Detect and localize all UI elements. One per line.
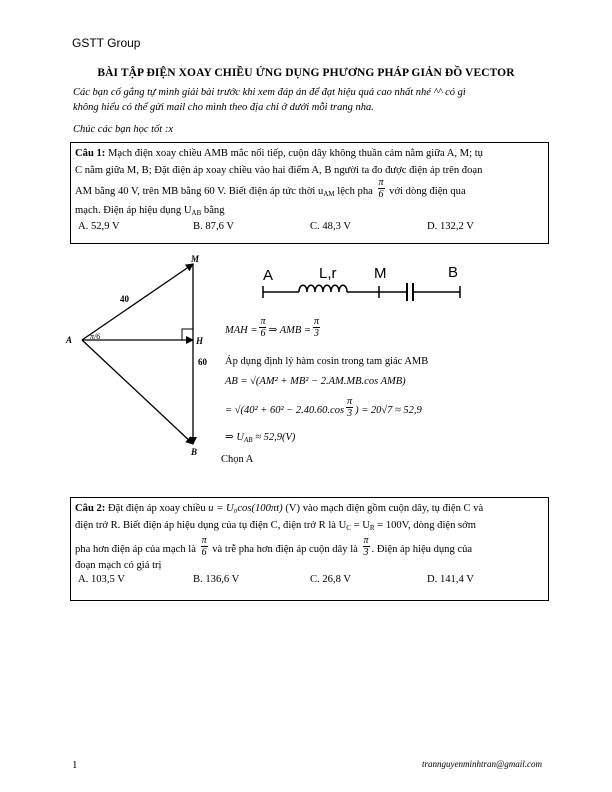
label-m: M [191,254,200,264]
q2-text-1a: Đặt điện áp xoay chiều [105,503,209,514]
q2-text-1b: (V) vào mạch điện gồm cuộn dây, tụ điện C và [282,503,484,514]
q2-frac1-num: π [201,535,207,547]
q1-sub-ab: AB [191,209,202,217]
q2-line-4: đoạn mạch có giá trị [75,560,162,572]
sol-eq1-frac2-num: π [314,316,320,327]
q2-text-3c: . Điện áp hiệu dụng của [371,544,473,555]
q1-text-1: Mạch điện xoay chiều AMB mắc nối tiếp, cuộn dây không thuần cảm nằm giữa A, M; tụ [105,148,483,159]
sol-eq1-frac1 [259,316,266,339]
intro-line-1: Các bạn cố gắng tự mình giải bài trước khi xem đáp án để đạt hiệu quả cao nhất nhé ^^ có gì [73,87,466,98]
q2-option-a: A. 103,5 V [78,574,125,586]
solution-eq-3 [225,396,422,419]
sol-eq1-frac2 [313,316,320,339]
q2-line-1 [75,500,544,517]
header-org: GSTT Group [72,36,141,50]
q2-options [75,571,544,586]
circuit-label-b: B [448,264,459,281]
q2-text-3b: và trễ pha hơn điện áp cuộn dây là [209,544,361,555]
q1-option-a: A. 52,9 V [78,221,120,232]
sol-eq1-mid: ⇒ AMB = [268,324,312,336]
sol-eq1-lhs: MAH = [225,324,258,336]
q1-line-3 [75,177,544,203]
sol-eq3-frac-num: π [347,396,353,407]
q2-sub-r: R [369,524,375,532]
circuit-label-a: A [263,267,274,284]
label-len-mb: 60 [198,357,207,367]
sol-eq1-frac2-den: 3 [314,328,320,339]
label-h: H [196,336,204,346]
sol-eq1-frac1-num: π [260,316,266,327]
solution-answer: Chọn A [221,454,254,465]
q1-text-3a: AM bằng 40 V, trên MB bằng 60 V. Biết điện áp tức thời u [75,186,324,197]
q2-frac2-num: π [363,535,369,547]
q1-sub-am: AM [323,190,335,198]
solution-eq-2: AB = √(AM² + MB² − 2.AM.MB.cos AMB) [225,376,406,387]
sol-eq4-sub: AB [244,436,253,444]
q2-text-3a: pha hơn điện áp của mạch là [75,544,199,555]
q1-fraction [378,177,385,200]
q2-line-2 [75,517,544,537]
q1-line-1 [75,145,544,162]
inductor-coil [299,285,347,292]
label-b: B [191,447,198,457]
circuit-label-m: M [374,265,387,282]
q2-formula: u = U₀cos(100πt) [208,503,283,514]
q1-frac-num: π [378,177,384,189]
q1-text-3b: lệch pha [334,186,376,197]
vector-am [82,264,193,340]
question-1-box [70,142,549,244]
solution-eq-4 [225,431,295,444]
q2-frac2-den: 3 [363,547,369,559]
sol-eq4-left: ⇒ U [225,432,245,443]
sol-eq1-frac1-den: 6 [260,328,266,339]
q2-option-d: D. 141,4 V [427,574,474,586]
solution-eq-1 [225,316,322,339]
q1-line-2: C nằm giữa M, B; Đặt điện áp xoay chiều vào hai điểm A, B người ta đo được điện áp trên đoạn [75,165,483,176]
sol-eq3-left: = √(40² + 60² − 2.40.60.cos [225,404,345,416]
q2-option-b: B. 136,6 V [193,574,240,586]
solution-cosine-rule: Áp dụng định lý hàm cosin trong tam giác AMB [225,356,429,367]
q2-text-2mid: = U [350,520,370,531]
sol-eq3-right: ) = 20√7 ≈ 52,9 [355,404,422,416]
label-a: A [66,335,73,345]
q1-frac-den: 6 [378,189,384,201]
q2-frac-1 [201,535,208,558]
intro-line-2: không hiểu có thể gửi mail cho mình theo địa chỉ ở dưới mỗi trang nha. [73,102,374,113]
q1-options [75,218,544,233]
vector-ab [82,340,193,444]
vector-diagram [60,252,220,464]
q2-frac-2 [363,535,370,558]
circuit-label-lr: L,r [319,265,337,282]
footer-page-number: 1 [72,759,78,771]
sol-eq3-frac-den: 3 [347,408,353,419]
q2-option-c: C. 26,8 V [310,574,352,586]
right-angle-mark [182,329,193,340]
question-2-box [70,497,549,601]
circuit-diagram [255,262,470,307]
label-angle: π/6 [90,332,101,341]
q1-text-4a: mạch. Điện áp hiệu dụng U [75,205,192,216]
label-len-am: 40 [120,294,129,304]
q2-label: Câu 2: [75,503,106,514]
q1-text-3c: với dòng điện qua [386,186,466,197]
q2-frac1-den: 6 [201,547,207,559]
q1-option-b: B. 87,6 V [193,221,235,232]
sol-eq4-right: ≈ 52,9(V) [252,432,296,443]
q2-text-2: điện trở R. Biết điện áp hiệu dụng của tụ điện C, điện trở R là U [75,520,347,531]
q1-option-c: C. 48,3 V [310,221,352,232]
q1-option-d: D. 132,2 V [427,221,474,232]
q2-sub-c: C [346,524,351,532]
q2-text-2b: = 100V, dòng điện sớm [374,520,476,531]
q1-text-4b: bằng [201,205,225,216]
sol-eq3-frac [346,396,353,419]
document-title: BÀI TẬP ĐIỆN XOAY CHIỀU ỨNG DỤNG PHƯƠNG PHÁP GIẢN ĐỒ VECTOR [97,67,515,79]
q2-line-3 [75,535,544,559]
footer-email: trannguyenminhtran@gmail.com [421,759,542,769]
q1-label: Câu 1: [75,148,106,159]
intro-line-3: Chúc các bạn học tốt :x [73,124,174,135]
